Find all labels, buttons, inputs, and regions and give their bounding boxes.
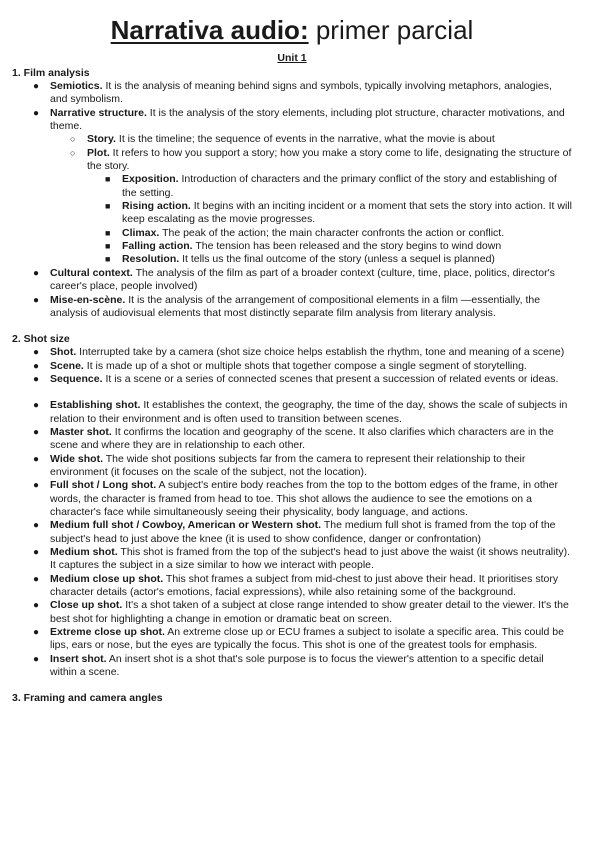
shot-types-list [12,399,572,679]
section-heading-shot-size: 2. Shot size [12,333,70,346]
item-text: It confirms the location and geography of the scene. It also clarifies which characters are in the scene and where they are in relationship to each other. [50,425,554,452]
bullet-icon: ● [33,600,40,612]
circle-bullet-icon: ○ [70,147,76,158]
item-term: Full shot / Long shot. [50,479,157,492]
list-item [12,626,572,653]
title-bold: Narrativa audio: [110,15,309,45]
item-text: Interrupted take by a camera (shot size choice helps establish the rhythm, tone and meaning of a scene) [76,346,565,359]
list-item [12,173,572,200]
item-text: It begins with an inciting incident or a moment that sets the story into action. It will keep escalating as the movie progresses. [122,200,572,226]
item-text: The wide shot positions subjects far from the camera to represent their relationship to their environment (it focuses on the scale of the subject, not the location). [50,452,526,478]
item-text: It tells us the final outcome of the story (unless a sequel is planned) [179,253,495,266]
unit-heading: Unit 1 [277,52,307,64]
page-title [12,14,572,46]
bullet-icon: ● [33,373,40,385]
item-text: An insert shot is a shot that's sole purpose is to focus the viewer's attention to a specific detail within a scene. [50,652,544,679]
item-term: Master shot. [50,425,112,438]
list-item [12,240,572,253]
list-item [12,360,572,373]
bullet-icon: ● [33,107,40,119]
list-item [12,519,572,546]
list-item [12,227,572,240]
list-item [12,573,572,600]
bullet-icon: ● [33,294,40,306]
shot-size-list [12,346,572,386]
item-text: A subject's entire body reaches from the top to the bottom edges of the frame, in other words, the character is framed from head to toe. This shot allows the audience to see the emotions on a character's face while simultaneously seeing their physicality, body language, and actions. [50,479,558,518]
item-term: Sequence. [50,372,103,385]
list-item [12,653,572,680]
bullet-icon: ● [33,573,40,585]
list-item [12,80,572,107]
bullet-icon: ● [33,347,40,359]
item-term: Falling action. [122,240,193,253]
list-item [12,107,572,134]
item-text: This shot frames a subject from mid-chest to just above their head. It prioritises story character details (actor's emotions, facial expressions), while also retaining some of the background. [50,572,559,599]
list-item [12,147,572,174]
item-text: It is the analysis of meaning behind signs and symbols, typically involving metaphors, analogies, and symbolism. [50,80,552,106]
bullet-icon: ● [33,400,40,412]
item-term: Medium shot. [50,546,118,558]
film-analysis-list [12,80,572,320]
square-bullet-icon: ■ [105,254,111,265]
item-term: Rising action. [122,200,191,213]
item-term: Story. [87,133,116,146]
list-item [12,599,572,626]
item-term: Establishing shot. [50,399,141,412]
title-rest: primer parcial [308,15,474,45]
item-text: This shot is framed from the top of the subject's head to just above the waist (it shows neutrality). It captures the subject in a size similar to how we interact with people. [50,546,571,572]
item-text: Introduction of characters and the primary conflict of the story and establishing of the setting. [122,173,557,199]
list-item [12,453,572,480]
square-bullet-icon: ■ [105,201,111,212]
item-text: It is made up of a shot or multiple shots that together compose a single segment of storytelling. [83,359,527,372]
bullet-icon: ● [33,453,40,465]
list-item [12,546,572,573]
item-term: Exposition. [122,173,179,186]
item-term: Mise-en-scène. [50,293,126,306]
item-term: Scene. [50,359,84,372]
bullet-icon: ● [33,360,40,372]
item-text: It is a scene or a series of connected scenes that present a succession of related events or ideas. [102,372,559,385]
item-term: Medium full shot / Cowboy, American or Western shot. [50,519,322,532]
item-text: The medium full shot is framed from the top of the subject's head to just above the knee (it is used to show confidence, danger or confrontation) [50,519,556,545]
list-item [12,133,572,146]
item-term: Cultural context. [50,266,133,279]
bullet-icon: ● [33,81,40,92]
list-item [12,346,572,359]
square-bullet-icon: ■ [105,227,111,238]
list-item [12,253,572,266]
bullet-icon: ● [33,426,40,438]
item-text: It is the analysis of the story elements, including plot structure, character motivations, and theme. [50,106,565,133]
list-item [12,294,572,321]
item-term: Plot. [87,146,110,159]
item-text: The tension has been released and the story begins to wind down [192,240,502,253]
item-text: An extreme close up or ECU frames a subject to isolate a specific area. This could be lips, ears or nose, but the eyes are typically the focus. This shot is one of the greatest tools for emphasis. [50,626,564,652]
circle-bullet-icon: ○ [70,134,76,145]
item-term: Narrative structure. [50,106,147,119]
bullet-icon: ● [33,480,40,492]
item-term: Wide shot. [50,452,103,465]
bullet-icon: ● [33,267,40,279]
item-term: Insert shot. [50,652,107,665]
list-item [12,426,572,453]
section-heading-film-analysis: 1. Film analysis [12,67,90,79]
square-bullet-icon: ■ [105,174,111,185]
item-text: It refers to how you support a story; how you make a story come to life, designating the structure of the story. [87,146,572,173]
item-text: It is the timeline; the sequence of events in the narrative, what the movie is about [115,133,495,146]
item-text: The analysis of the film as part of a broader context (culture, time, place, politics, director's career's place, people involved) [50,266,555,293]
list-item [12,200,572,227]
bullet-icon: ● [33,547,40,558]
item-term: Medium close up shot. [50,572,164,585]
item-text: The peak of the action; the main character confronts the action or conflict. [159,226,505,239]
list-item [12,479,572,519]
bullet-icon: ● [33,520,40,532]
list-item [12,399,572,426]
item-term: Climax. [122,226,160,239]
item-text: It's a shot taken of a subject at close range intended to show greater detail to the viewer. It's the best shot for highlighting a change in emotion or dramatic beat on screen. [50,599,569,625]
item-term: Close up shot. [50,599,123,612]
section-heading-framing: 3. Framing and camera angles [12,692,163,705]
item-text: It establishes the context, the geography, the time of the day, shows the scale of subjects in relation to their environment and is often used to transition between scenes. [50,399,568,425]
item-term: Shot. [50,346,77,359]
bullet-icon: ● [33,627,40,639]
list-item [12,373,572,386]
item-term: Extreme close up shot. [50,626,165,639]
item-text: It is the analysis of the arrangement of compositional elements in a film —essentially, the analysis of audiovisual elements that most distinctly separate film analysis from literary analysis. [50,293,541,319]
spacer [12,386,572,399]
square-bullet-icon: ■ [105,241,111,252]
item-term: Resolution. [122,253,180,266]
item-term: Semiotics. [50,80,103,92]
list-item [12,267,572,294]
bullet-icon: ● [33,653,40,665]
